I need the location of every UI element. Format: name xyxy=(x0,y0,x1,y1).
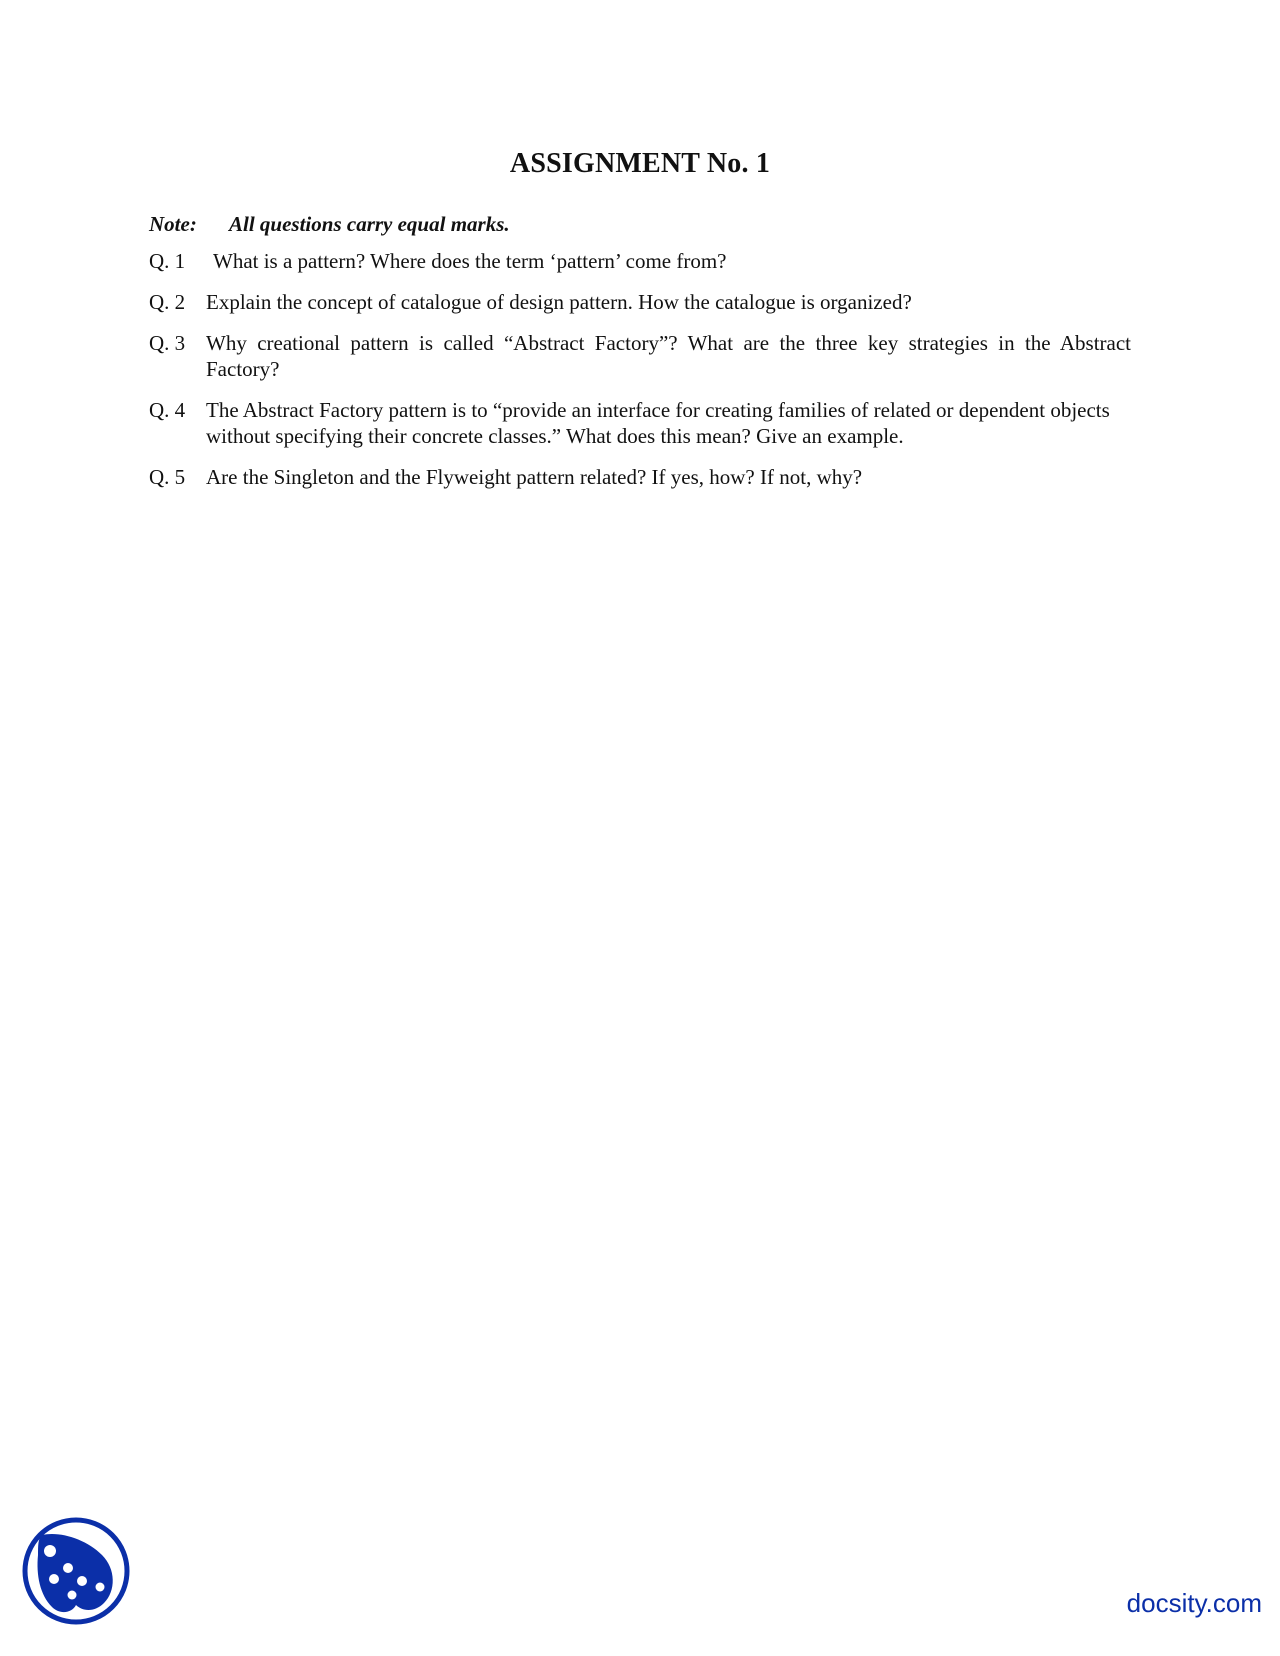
note-label: Note: xyxy=(149,212,197,236)
question-text: Explain the concept of catalogue of design pattern. How the catalogue is organized? xyxy=(206,290,912,314)
note xyxy=(149,212,510,237)
question-number: Q. 1 xyxy=(149,249,186,273)
question-text: What is a pattern? Where does the term ‘pattern’ come from? xyxy=(213,249,727,273)
question-text: Why creational pattern is called “Abstract Factory”? What are the three key strategies in the Abstract Factory? xyxy=(206,331,1131,381)
note-text: All questions carry equal marks. xyxy=(229,212,510,236)
question-text: The Abstract Factory pattern is to “provide an interface for creating families of related or dependent objects without specifying their concrete classes.” What does this mean? Give an example. xyxy=(206,398,1110,448)
page-title: ASSIGNMENT No. 1 xyxy=(509,148,771,179)
question-text: Are the Singleton and the Flyweight pattern related? If yes, how? If not, why? xyxy=(206,465,863,489)
question-number: Q. 3 xyxy=(149,331,186,355)
question-number: Q. 2 xyxy=(149,290,186,314)
question-4 xyxy=(149,397,1131,449)
question-1 xyxy=(149,248,1131,274)
question-number: Q. 5 xyxy=(149,465,186,489)
question-number: Q. 4 xyxy=(149,398,186,422)
docsity-logo-icon[interactable] xyxy=(20,1515,132,1627)
question-5 xyxy=(149,464,1131,490)
docsity-brand-link[interactable]: docsity.com xyxy=(1126,1588,1262,1618)
question-2 xyxy=(149,289,1131,315)
question-3 xyxy=(149,330,1131,382)
question-list xyxy=(149,248,1131,505)
